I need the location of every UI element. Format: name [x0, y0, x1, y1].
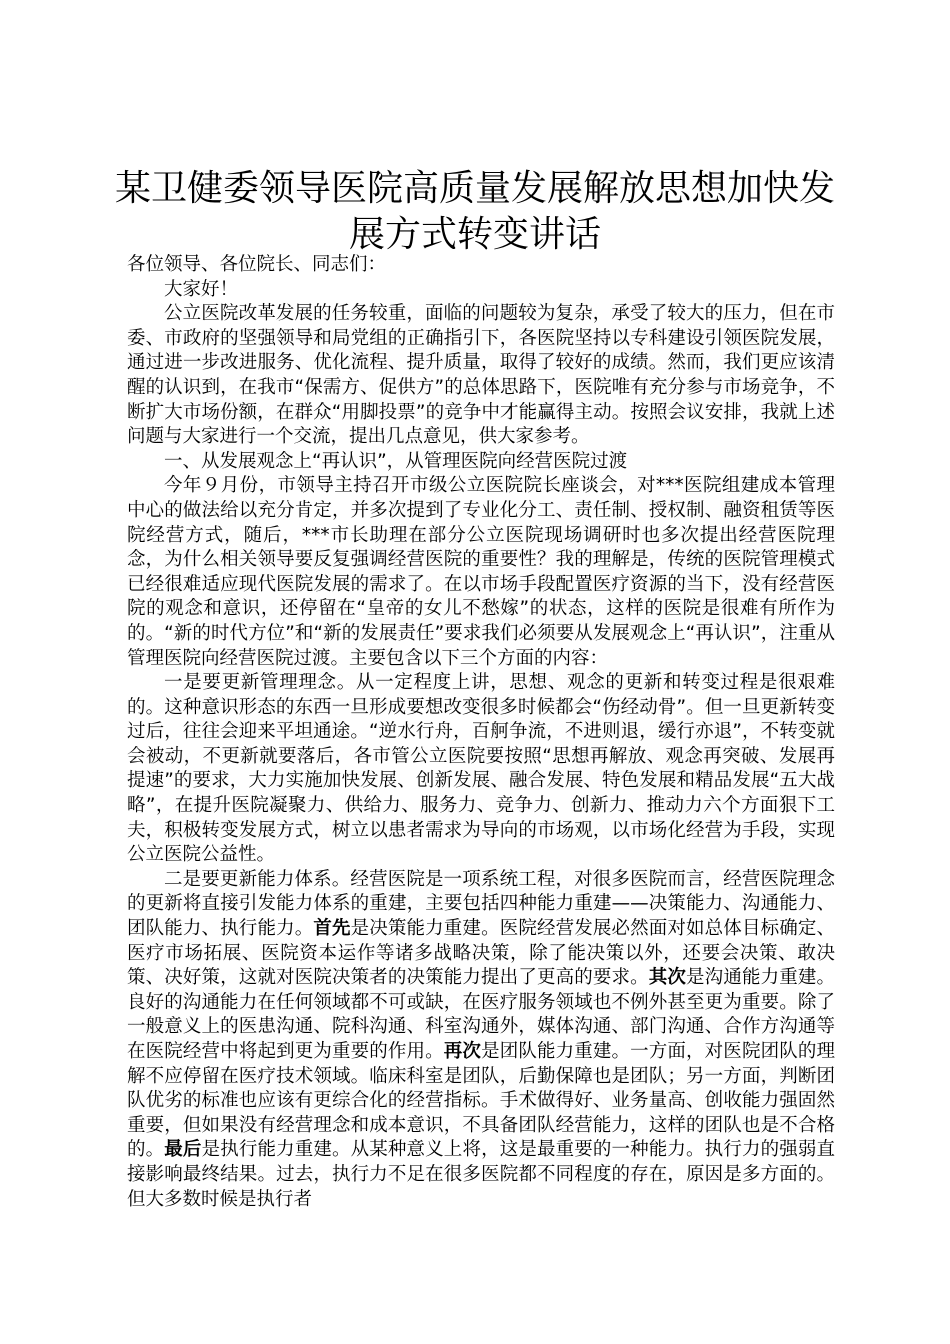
paragraph-4-intro: 二是要更新能力体系。经营医院是一项系统工程，对很多医院而言，经营医院理念的更新将直接引发能力体系的重建，主要包括四种能力重建——决策能力、沟通能力、团队能力、执行能力。	[127, 868, 835, 940]
greeting: 大家好！	[164, 278, 239, 300]
document-body	[127, 253, 835, 1212]
bold-first: 首先	[313, 918, 351, 940]
paragraph-4-execution: 是执行能力重建。从某种意义上将，这是最重要的一种能力。执行力的强弱直接影响最终结果。过去，执行力不足在很多医院都不同程度的存在，原因是多方面的。但大多数时候是执行者	[127, 1139, 835, 1210]
paragraph-intro: 公立医院改革发展的任务较重，面临的问题较为复杂，承受了较大的压力，但在市委、市政府的坚强领导和局党组的正确指引下，各医院坚持以专科建设引领医院发展，通过进一步改进服务、优化流程、提升质量，取得了较好的成绩。然而，我们更应该清醒的认识到，在我市“保需方、促供方”的总体思路下，医院唯有充分参与市场竞争，不断扩大市场份额，在群众“用脚投票”的竞争中才能赢得主动。按照会议安排，我就上述问题与大家进行一个交流，提出几点意见，供大家参考。	[127, 303, 835, 448]
section-heading-1: 一、从发展观念上“再认识”，从管理医院向经营医院过渡	[164, 450, 628, 472]
bold-last: 最后	[164, 1139, 202, 1161]
bold-second: 其次	[648, 967, 687, 989]
salutation: 各位领导、各位院长、同志们：	[127, 254, 387, 275]
document-title: 某卫健委领导医院高质量发展解放思想加快发展方式转变讲话	[114, 168, 835, 255]
paragraph-4-decision: 是决策能力重建。医院经营发展必然面对如总体目标确定、医疗市场拓展、医院资本运作等诸多战略决策，除了能决策以外，还要会决策、敢决策、决好策，这就对医院决策者的决策能力提出了更高的要求。	[127, 918, 835, 989]
paragraph-4	[127, 868, 835, 1212]
paragraph-2: 今年９月份，市领导主持召开市级公立医院院长座谈会，对***医院组建成本管理中心的做法给以充分肯定，并多次提到了专业化分工、责任制、授权制、融资租赁等医院经营方式，随后，***市长助理在部分公立医院现场调研时也多次提出经营医院理念，为什么相关领导要反复强调经营医院的重要性？我的理解是，传统的医院管理模式已经很难适应现代医院发展的需求了。在以市场手段配置医疗资源的当下，没有经营医院的观念和意识，还停留在“皇帝的女儿不愁嫁”的状态，这样的医院是很难有所作为的。“新的时代方位”和“新的发展责任”要求我们必须要从发展观念上“再认识”，注重从管理医院向经营医院过渡。主要包含以下三个方面的内容：	[127, 475, 835, 669]
paragraph-4-communication: 是沟通能力重建。良好的沟通能力在任何领域都不可或缺，在医疗服务领域也不例外甚至更为重要。除了一般意义上的医患沟通、院科沟通、科室沟通外，媒体沟通、部门沟通、合作方沟通等在医院经营中将起到更为重要的作用。	[127, 967, 835, 1062]
paragraph-4-team: 是团队能力重建。一方面，对医院团队的理解不应停留在医疗技术领域。临床科室是团队，后勤保障也是团队；另一方面，判断团队优劣的标准也应该有更综合化的经营指标。手术做得好、业务量高、创收能力强固然重要，但如果没有经营理念和成本意识，不具备团队经营能力，这样的团队也是不合格的。	[127, 1041, 835, 1161]
bold-third: 再次	[443, 1041, 482, 1062]
paragraph-3: 一是要更新管理理念。从一定程度上讲，思想、观念的更新和转变过程是很艰难的。这种意识形态的东西一旦形成要想改变很多时候都会“伤经动骨”。但一旦更新转变过后，往往会迎来平坦通途。“逆水行舟，百舸争流，不进则退，缓行亦退”，不转变就会被动，不更新就要落后，各市管公立医院要按照“思想再解放、观念再突破、发展再提速”的要求，大力实施加快发展、创新发展、融合发展、特色发展和精品发展“五大战略”，在提升医院凝聚力、供给力、服务力、竞争力、创新力、推动力六个方面狠下工夫，积极转变发展方式，树立以患者需求为导向的市场观，以市场化经营为手段，实现公立医院公益性。	[127, 672, 835, 866]
